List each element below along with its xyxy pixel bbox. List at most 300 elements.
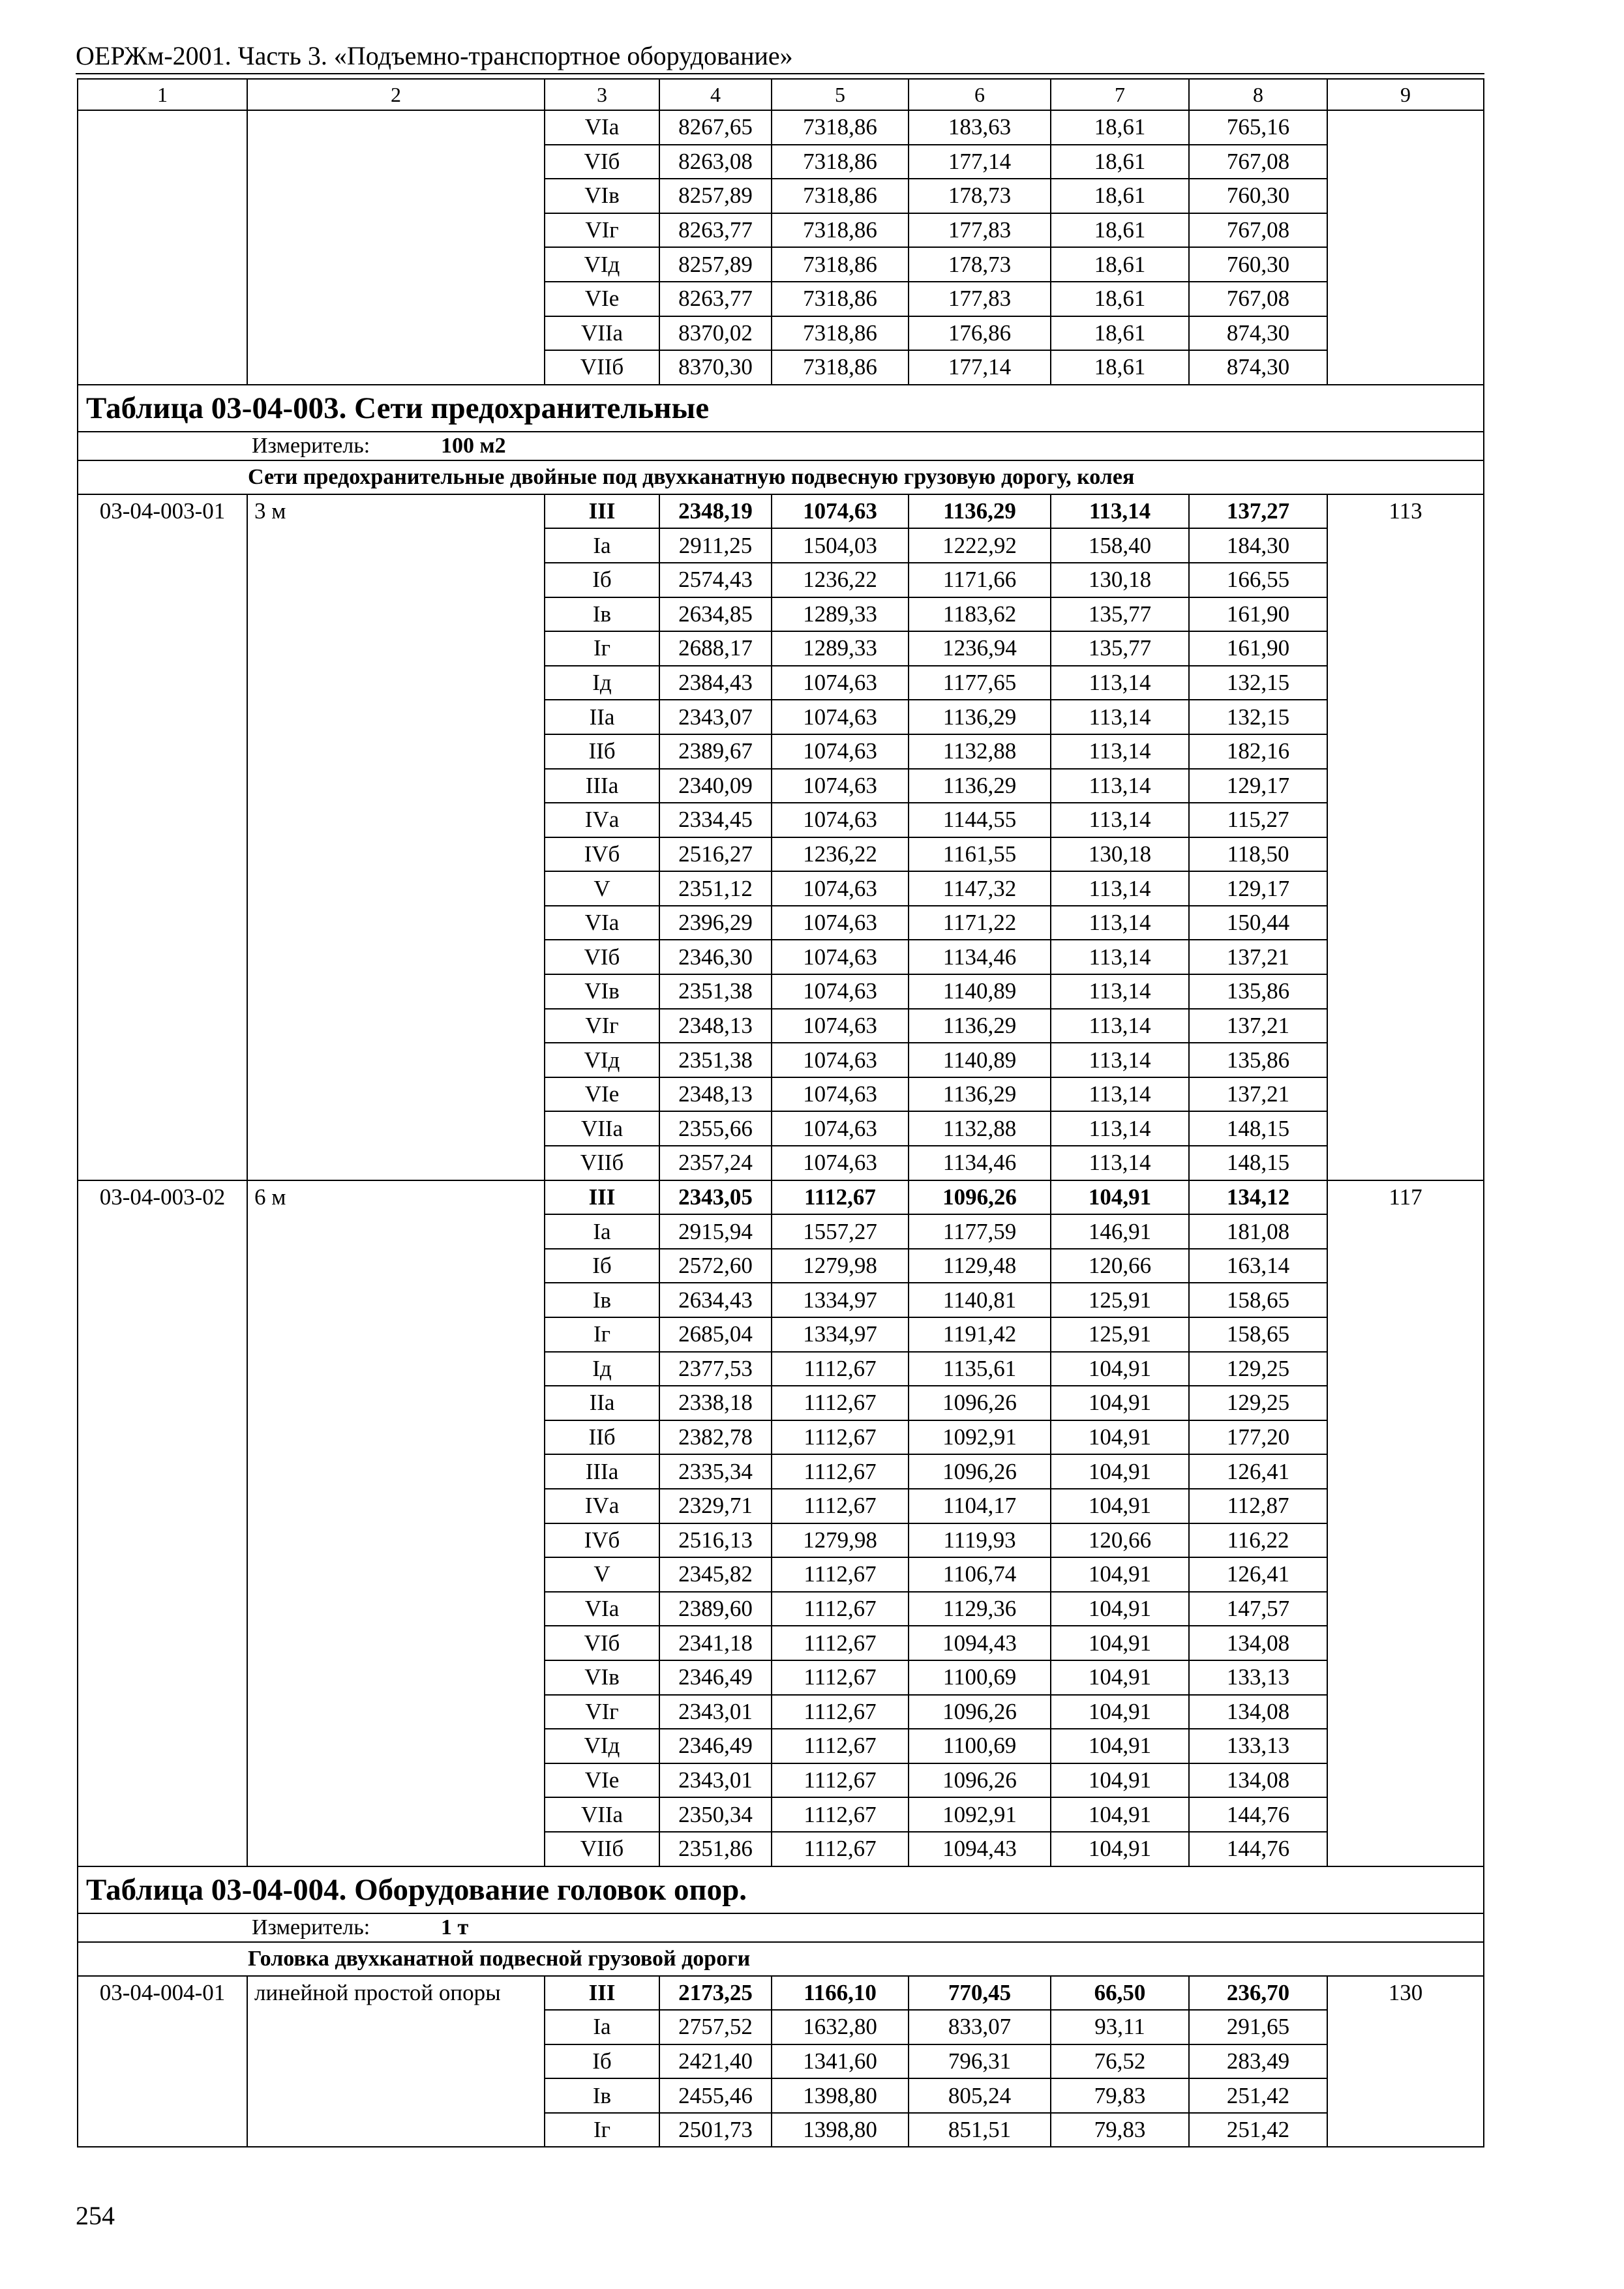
column-total: 2348,13 [659,1009,772,1043]
column-materials: 251,42 [1189,2113,1327,2147]
column-materials: 129,17 [1189,871,1327,906]
column-zone: VIIа [545,1111,659,1146]
column-total: 2343,01 [659,1763,772,1798]
column-total: 8257,89 [659,179,772,213]
column-salary: 1289,33 [772,631,909,666]
column-machines: 1129,48 [909,1249,1051,1283]
column-machinist-salary: 104,91 [1051,1729,1189,1763]
column-salary: 1166,10 [772,1976,909,2011]
price-table-body [78,79,1484,2147]
column-machines: 796,31 [909,2044,1051,2079]
column-machinist-salary: 113,14 [1051,803,1189,837]
column-machines: 1191,42 [909,1317,1051,1352]
column-zone: VIIа [545,316,659,351]
column-zone: VIе [545,1077,659,1112]
column-materials: 115,27 [1189,803,1327,837]
column-machines: 1171,66 [909,563,1051,597]
column-salary: 1074,63 [772,1111,909,1146]
column-salary: 1074,63 [772,734,909,769]
column-total: 2389,67 [659,734,772,769]
subheading-cell [78,460,1484,494]
column-machinist-salary: 18,61 [1051,110,1189,145]
column-total: 2634,85 [659,597,772,632]
column-salary: 1334,97 [772,1317,909,1352]
column-salary: 7318,86 [772,179,909,213]
column-salary: 1341,60 [772,2044,909,2079]
column-machines: 178,73 [909,179,1051,213]
column-total: 2516,27 [659,837,772,872]
column-materials: 158,65 [1189,1317,1327,1352]
column-machines: 178,73 [909,247,1051,282]
column-zone: IVб [545,837,659,872]
column-machinist-salary: 135,77 [1051,597,1189,632]
column-materials: 135,86 [1189,974,1327,1009]
unit-row [78,1913,1484,1942]
column-materials: 760,30 [1189,179,1327,213]
table-row [78,1976,1484,2011]
column-machinist-salary: 104,91 [1051,1454,1189,1489]
column-machines: 1136,29 [909,700,1051,734]
column-machinist-salary: 93,11 [1051,2010,1189,2044]
column-zone: IIб [545,1420,659,1455]
column-number: 3 [545,79,659,110]
column-materials: 132,15 [1189,666,1327,700]
table-row [78,1180,1484,1215]
column-total: 2915,94 [659,1214,772,1249]
column-machines: 177,83 [909,213,1051,248]
column-machinist-salary: 66,50 [1051,1976,1189,2011]
column-zone: VIб [545,940,659,974]
column-salary: 1112,67 [772,1797,909,1832]
column-machinist-salary: 113,14 [1051,734,1189,769]
column-zone: Iд [545,666,659,700]
column-machinist-salary: 18,61 [1051,213,1189,248]
column-machines: 1092,91 [909,1797,1051,1832]
column-total: 2348,13 [659,1077,772,1112]
column-materials: 118,50 [1189,837,1327,872]
column-materials: 137,21 [1189,1077,1327,1112]
column-machinist-salary: 113,14 [1051,769,1189,803]
column-machinist-salary: 113,14 [1051,940,1189,974]
column-machines: 1177,59 [909,1214,1051,1249]
column-salary: 1074,63 [772,974,909,1009]
item-description: 3 м [247,494,545,1180]
header-rule [76,73,1484,74]
column-zone: IIб [545,734,659,769]
column-machines: 1134,46 [909,1146,1051,1180]
column-materials: 133,13 [1189,1660,1327,1695]
column-total: 2455,46 [659,2078,772,2113]
column-zone: VIе [545,282,659,316]
unit-value: 1 т [441,1915,469,1939]
column-zone: VIв [545,179,659,213]
column-zone: VIг [545,1695,659,1729]
column-machines: 1161,55 [909,837,1051,872]
column-salary: 1398,80 [772,2078,909,2113]
column-total: 2343,01 [659,1695,772,1729]
column-machinist-salary: 120,66 [1051,1523,1189,1558]
section-title-row [78,385,1484,432]
column-machines: 1129,36 [909,1592,1051,1626]
column-materials: 134,12 [1189,1180,1327,1215]
column-materials: 161,90 [1189,631,1327,666]
column-total: 2329,71 [659,1489,772,1523]
column-zone: Iа [545,1214,659,1249]
column-total: 8267,65 [659,110,772,145]
column-salary: 1112,67 [772,1695,909,1729]
unit-cell [78,432,1484,460]
column-total: 2351,38 [659,1043,772,1077]
column-machines: 1236,94 [909,631,1051,666]
item-code: 03-04-004-01 [78,1976,247,2147]
column-machines: 1135,61 [909,1352,1051,1386]
price-table [77,78,1484,2147]
column-machinist-salary: 104,91 [1051,1763,1189,1798]
item-count: 113 [1327,494,1484,1180]
column-machines: 1132,88 [909,734,1051,769]
item-count: 130 [1327,1976,1484,2147]
column-machinist-salary: 113,14 [1051,974,1189,1009]
column-total: 2516,13 [659,1523,772,1558]
column-zone: VIIб [545,350,659,385]
column-materials: 126,41 [1189,1454,1327,1489]
table-row [78,110,1484,145]
column-total: 2341,18 [659,1626,772,1660]
column-machines: 1171,22 [909,906,1051,940]
column-machinist-salary: 79,83 [1051,2113,1189,2147]
column-machinist-salary: 104,91 [1051,1695,1189,1729]
column-total: 2757,52 [659,2010,772,2044]
column-machinist-salary: 104,91 [1051,1489,1189,1523]
column-materials: 129,25 [1189,1386,1327,1420]
column-number-row [78,79,1484,110]
column-machinist-salary: 18,61 [1051,145,1189,179]
column-total: 2688,17 [659,631,772,666]
column-total: 2574,43 [659,563,772,597]
column-zone: Iд [545,1352,659,1386]
unit-label: Измеритель: [252,1915,370,1939]
column-zone: Iб [545,2044,659,2079]
column-materials: 144,76 [1189,1797,1327,1832]
column-zone: III [545,494,659,529]
column-machines: 1134,46 [909,940,1051,974]
column-number: 7 [1051,79,1189,110]
column-salary: 1074,63 [772,1146,909,1180]
column-materials: 148,15 [1189,1111,1327,1146]
column-zone: Iв [545,1283,659,1317]
column-zone: VIIб [545,1832,659,1866]
column-zone: VIб [545,145,659,179]
column-total: 2357,24 [659,1146,772,1180]
column-number: 2 [247,79,545,110]
column-machines: 1096,26 [909,1763,1051,1798]
column-zone: III [545,1976,659,2011]
column-machines: 1140,89 [909,974,1051,1009]
item-code: 03-04-003-01 [78,494,247,1180]
column-materials: 132,15 [1189,700,1327,734]
column-zone: IVа [545,803,659,837]
column-machinist-salary: 125,91 [1051,1317,1189,1352]
column-zone: VIб [545,1626,659,1660]
column-machines: 833,07 [909,2010,1051,2044]
column-machinist-salary: 113,14 [1051,871,1189,906]
column-materials: 181,08 [1189,1214,1327,1249]
column-materials: 129,25 [1189,1352,1327,1386]
column-materials: 283,49 [1189,2044,1327,2079]
column-total: 2343,07 [659,700,772,734]
column-materials: 158,65 [1189,1283,1327,1317]
column-total: 2340,09 [659,769,772,803]
column-materials: 236,70 [1189,1976,1327,2011]
column-total: 2335,34 [659,1454,772,1489]
column-zone: IVб [545,1523,659,1558]
column-zone: Iа [545,528,659,563]
column-salary: 1074,63 [772,769,909,803]
item-count: 117 [1327,1180,1484,1866]
column-number: 1 [78,79,247,110]
column-zone: VIв [545,974,659,1009]
column-total: 2634,43 [659,1283,772,1317]
column-materials: 291,65 [1189,2010,1327,2044]
column-zone: Iб [545,1249,659,1283]
column-salary: 1398,80 [772,2113,909,2147]
column-salary: 1334,97 [772,1283,909,1317]
column-salary: 7318,86 [772,282,909,316]
column-materials: 760,30 [1189,247,1327,282]
column-materials: 137,27 [1189,494,1327,529]
column-machinist-salary: 113,14 [1051,1009,1189,1043]
section-title: Таблица 03-04-003. Сети предохранительные [78,385,1484,432]
column-machines: 1096,26 [909,1454,1051,1489]
column-machines: 1136,29 [909,1009,1051,1043]
column-salary: 1074,63 [772,871,909,906]
column-machines: 1119,93 [909,1523,1051,1558]
subheading-row [78,460,1484,494]
column-machinist-salary: 130,18 [1051,837,1189,872]
column-machinist-salary: 113,14 [1051,1111,1189,1146]
column-materials: 251,42 [1189,2078,1327,2113]
column-machines: 1094,43 [909,1626,1051,1660]
column-total: 2346,49 [659,1660,772,1695]
column-salary: 1112,67 [772,1592,909,1626]
column-machines: 176,86 [909,316,1051,351]
column-machinist-salary: 104,91 [1051,1420,1189,1455]
column-salary: 7318,86 [772,145,909,179]
column-zone: Iа [545,2010,659,2044]
column-zone: V [545,871,659,906]
column-salary: 1112,67 [772,1386,909,1420]
column-zone: VIа [545,906,659,940]
subheading-cell [78,1942,1484,1976]
column-salary: 1074,63 [772,1077,909,1112]
page-header: ОЕРЖм-2001. Часть 3. «Подъемно-транспортное оборудование» [76,41,793,70]
column-salary: 1112,67 [772,1420,909,1455]
column-materials: 767,08 [1189,145,1327,179]
item-code: 03-04-003-02 [78,1180,247,1866]
column-zone: VIг [545,213,659,248]
section-title: Таблица 03-04-004. Оборудование головок опор. [78,1866,1484,1913]
column-machinist-salary: 104,91 [1051,1592,1189,1626]
column-number: 6 [909,79,1051,110]
column-total: 2346,30 [659,940,772,974]
column-total: 2345,82 [659,1557,772,1592]
column-machines: 183,63 [909,110,1051,145]
column-zone: VIе [545,1763,659,1798]
column-zone: VIа [545,110,659,145]
column-materials: 144,76 [1189,1832,1327,1866]
column-materials: 134,08 [1189,1626,1327,1660]
column-machines: 1140,89 [909,1043,1051,1077]
column-machinist-salary: 120,66 [1051,1249,1189,1283]
column-machinist-salary: 104,91 [1051,1386,1189,1420]
column-machines: 851,51 [909,2113,1051,2147]
column-zone: V [545,1557,659,1592]
column-machines: 177,14 [909,145,1051,179]
column-salary: 1074,63 [772,700,909,734]
column-salary: 1074,63 [772,803,909,837]
column-machines: 1147,32 [909,871,1051,906]
column-materials: 166,55 [1189,563,1327,597]
column-materials: 147,57 [1189,1592,1327,1626]
column-machinist-salary: 18,61 [1051,350,1189,385]
column-machines: 805,24 [909,2078,1051,2113]
subheading: Сети предохранительные двойные под двухканатную подвесную грузовую дорогу, колея [248,464,1135,489]
column-total: 2377,53 [659,1352,772,1386]
column-zone: Iв [545,597,659,632]
column-zone: Iг [545,631,659,666]
code-cell [78,110,247,385]
column-zone: VIIа [545,1797,659,1832]
unit-value: 100 м2 [441,433,506,458]
table-row [78,494,1484,529]
column-total: 2501,73 [659,2113,772,2147]
column-total: 2396,29 [659,906,772,940]
column-machines: 1222,92 [909,528,1051,563]
column-salary: 1112,67 [772,1489,909,1523]
unit-row [78,432,1484,460]
column-total: 2351,12 [659,871,772,906]
column-total: 2685,04 [659,1317,772,1352]
column-machinist-salary: 113,14 [1051,1043,1189,1077]
column-salary: 1112,67 [772,1352,909,1386]
column-machines: 1177,65 [909,666,1051,700]
column-materials: 129,17 [1189,769,1327,803]
column-materials: 148,15 [1189,1146,1327,1180]
column-machines: 1106,74 [909,1557,1051,1592]
column-machinist-salary: 125,91 [1051,1283,1189,1317]
column-materials: 161,90 [1189,597,1327,632]
column-total: 2173,25 [659,1976,772,2011]
column-machinist-salary: 113,14 [1051,666,1189,700]
column-machinist-salary: 18,61 [1051,316,1189,351]
column-machines: 1132,88 [909,1111,1051,1146]
column-materials: 184,30 [1189,528,1327,563]
column-total: 8263,77 [659,213,772,248]
column-materials: 133,13 [1189,1729,1327,1763]
column-number: 9 [1327,79,1484,110]
column-zone: VIв [545,1660,659,1695]
column-zone: VIIб [545,1146,659,1180]
column-machinist-salary: 104,91 [1051,1180,1189,1215]
column-machinist-salary: 130,18 [1051,563,1189,597]
subheading: Головка двухканатной подвесной грузовой дороги [248,1946,751,1971]
column-machines: 177,83 [909,282,1051,316]
column-total: 8263,08 [659,145,772,179]
desc-cell [247,110,545,385]
column-materials: 116,22 [1189,1523,1327,1558]
column-machinist-salary: 18,61 [1051,179,1189,213]
column-salary: 1112,67 [772,1626,909,1660]
column-total: 2343,05 [659,1180,772,1215]
column-materials: 765,16 [1189,110,1327,145]
column-materials: 134,08 [1189,1695,1327,1729]
column-zone: IIIа [545,769,659,803]
column-salary: 7318,86 [772,213,909,248]
column-number: 8 [1189,79,1327,110]
column-machines: 1183,62 [909,597,1051,632]
column-salary: 1074,63 [772,1009,909,1043]
count-cell [1327,110,1484,385]
column-total: 2911,25 [659,528,772,563]
column-machines: 1136,29 [909,1077,1051,1112]
column-total: 2572,60 [659,1249,772,1283]
column-total: 2334,45 [659,803,772,837]
column-machines: 1094,43 [909,1832,1051,1866]
column-total: 2338,18 [659,1386,772,1420]
column-salary: 1112,67 [772,1763,909,1798]
column-materials: 134,08 [1189,1763,1327,1798]
column-total: 8263,77 [659,282,772,316]
column-machinist-salary: 104,91 [1051,1660,1189,1695]
column-machines: 1104,17 [909,1489,1051,1523]
column-machines: 1096,26 [909,1386,1051,1420]
subheading-row [78,1942,1484,1976]
column-total: 2348,19 [659,494,772,529]
column-total: 2382,78 [659,1420,772,1455]
column-salary: 1279,98 [772,1523,909,1558]
column-zone: VIд [545,1043,659,1077]
column-materials: 137,21 [1189,940,1327,974]
column-salary: 1074,63 [772,494,909,529]
column-salary: 1632,80 [772,2010,909,2044]
column-total: 8370,02 [659,316,772,351]
column-salary: 7318,86 [772,316,909,351]
column-machinist-salary: 158,40 [1051,528,1189,563]
column-materials: 177,20 [1189,1420,1327,1455]
column-number: 5 [772,79,909,110]
column-materials: 112,87 [1189,1489,1327,1523]
column-salary: 1112,67 [772,1454,909,1489]
column-zone: Iг [545,2113,659,2147]
column-salary: 1236,22 [772,563,909,597]
column-machines: 177,14 [909,350,1051,385]
column-machinist-salary: 18,61 [1051,247,1189,282]
column-salary: 1112,67 [772,1180,909,1215]
column-machines: 1100,69 [909,1660,1051,1695]
column-total: 2351,86 [659,1832,772,1866]
column-materials: 135,86 [1189,1043,1327,1077]
column-machinist-salary: 113,14 [1051,1146,1189,1180]
column-machines: 1140,81 [909,1283,1051,1317]
column-zone: Iб [545,563,659,597]
column-zone: IIIа [545,1454,659,1489]
column-machinist-salary: 113,14 [1051,700,1189,734]
column-machinist-salary: 104,91 [1051,1557,1189,1592]
column-zone: IIа [545,1386,659,1420]
column-machinist-salary: 104,91 [1051,1832,1189,1866]
column-zone: VIд [545,1729,659,1763]
column-salary: 7318,86 [772,110,909,145]
